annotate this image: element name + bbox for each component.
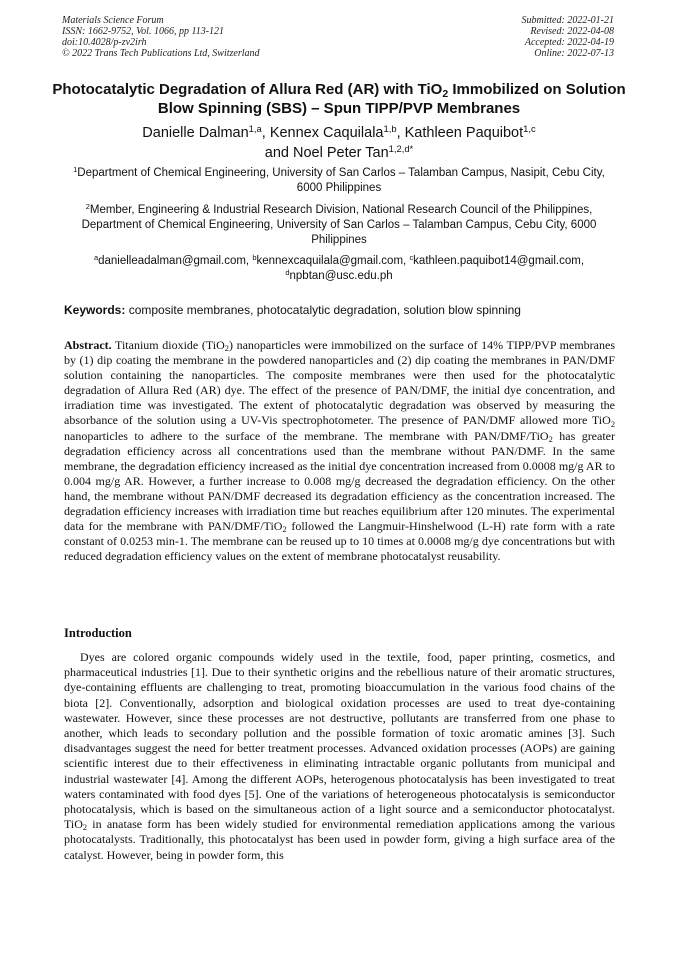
online-date: Online: 2022-07-13 — [534, 48, 614, 59]
author-affil-mark: 1,c — [523, 123, 536, 135]
copyright-line: © 2022 Trans Tech Publications Ltd, Switzerland — [62, 48, 260, 59]
journal-info — [62, 15, 260, 59]
subscript: 2 — [82, 823, 88, 833]
author-name: Kathleen Paquibot — [404, 125, 524, 141]
email-link[interactable]: kennexcaquilala@gmail.com, — [256, 255, 410, 267]
author-affil-mark: 1,2,d* — [388, 143, 414, 155]
abstract-text: ) nanoparticles were immobilized on the surface of 14% TIPP/PVP membranes by (1) dip coating the membrane in the powdered nanoparticles and (2) dip coating the membranes in PAN/DMF solution containing the nanoparticles. The composite membranes were then used for the photocatalytic degradation of Allura Red (AR) dye. The effect of the presence of PAN/DMF, the initial dye concentration, and irradiation time was investigated. The extent of photocatalytic degradation was observed by measuring the absorbance of the solution using a UV-Vis spectrophotometer. The presence of PAN/DMF allowed more TiO — [64, 338, 615, 428]
email-list — [55, 254, 623, 284]
author-separator: and — [264, 145, 293, 161]
author-name: Danielle Dalman — [142, 125, 249, 141]
affiliation-text: Department of Chemical Engineering, University of San Carlos – Talamban Campus, Nasipit, Cebu City, 6000 Philippines — [77, 167, 605, 194]
title-part-1: Photocatalytic Degradation of Allura Red (AR) with TiO — [52, 81, 443, 98]
subscript: 2 — [610, 419, 615, 429]
title-part-2: Immobilized on Solution Blow Spinning (SBS) – Spun TIPP/PVP Membranes — [157, 81, 626, 117]
author-name: Noel Peter Tan — [292, 145, 389, 161]
issn-line: ISSN: 1662-9752, Vol. 1066, pp 113-121 — [62, 26, 225, 37]
revised-date: Revised: 2022-04-08 — [530, 26, 614, 37]
title-subscript: 2 — [442, 87, 449, 100]
affiliation-1 — [60, 166, 618, 196]
keywords-label: Keywords: — [64, 303, 126, 317]
author-separator: , — [396, 125, 405, 141]
subscript: 2 — [224, 344, 229, 354]
author-affil-mark: 1,b — [383, 123, 397, 135]
paper-title — [40, 80, 638, 118]
abstract-text: Titanium dioxide (TiO — [111, 338, 225, 352]
email-link[interactable]: npbtan@usc.edu.ph — [289, 270, 393, 282]
abstract-text: followed the Langmuir-Hinshelwood (L-H) rate form with a rate constant of 0.0253 min-1. The membrane can be reused up to 10 times at 0.0008 mg/g dye concentrations but with reduced degradation efficiency values on the extent of membrane photocatalyst reusability. — [64, 519, 616, 564]
affiliation-mark: 2 — [85, 202, 90, 212]
affiliation-2 — [60, 203, 618, 248]
doi-line[interactable]: doi:10.4028/p-zv2irh — [62, 37, 147, 48]
affiliation-text: Member, Engineering & Industrial Research Division, National Research Council of the Philippines, Department of Chemical Engineering, University of San Carlos – Talamban Campus, Cebu City, 6000 Philippines — [81, 204, 597, 246]
subscript: 2 — [282, 525, 287, 535]
keywords-text: composite membranes, photocatalytic degradation, solution blow spinning — [125, 303, 521, 317]
abstract — [64, 338, 615, 564]
email-link[interactable]: danielleadalman@gmail.com, — [98, 255, 253, 267]
publication-dates — [522, 15, 615, 59]
author-separator: , — [261, 125, 270, 141]
accepted-date: Accepted: 2022-04-19 — [524, 37, 614, 48]
journal-name: Materials Science Forum — [62, 15, 164, 26]
author-list — [40, 123, 638, 163]
affiliation-mark: 1 — [73, 165, 78, 175]
submitted-date: Submitted: 2022-01-21 — [521, 15, 614, 26]
keywords — [64, 303, 616, 318]
email-mark: d — [285, 268, 290, 278]
introduction-paragraph — [64, 650, 615, 863]
author-name: Kennex Caquilala — [269, 125, 384, 141]
introduction-text: Dyes are colored organic compounds widely used in the textile, food, paper printing, cosmetics, and pharmaceutical industries [1]. Due to their synthetic origins and the rebellious nature of their aromatic structures, dye-containing effluents are challenging to treat, promoting bioaccumulation in the various food chains of the biota [2]. Conventionally, adsorption and biological oxidation processes are used to treat dye-containing wastewater. However, since these processes are not destructive, pollutants are transferred from one phase to another, which leads to secondary pollution and the possible formation of toxic aromatic amines [3]. Such disadvantages suggest the need for better treatment processes. Advanced oxidation processes (AOPs) are gaining scientific interest due to their effectiveness in eliminating intractable organic pollutants from municipal and industrial wastewater [4]. Among the different AOPs, heterogenous photocatalysis has been investigated to treat waters contaminated with food dyes [5]. One of the variations of heterogeneous photocatalysis is semiconductor photocatalysis, which is based on the simultaneous action of a light source and a semiconductor photocatalyst. TiO — [64, 650, 615, 832]
subscript: 2 — [548, 434, 553, 444]
section-heading-introduction: Introduction — [64, 626, 132, 640]
abstract-text: has greater degradation efficiency across all concentrations used than the membrane without PAN/DMF. In the same membrane, the degradation efficiency increased as the initial dye concentration increased from 0.0008 mg/g AR to 0.004 mg/g AR. However, a further increase to 0.008 mg/g decreased the degradation efficiency. On the other hand, the membrane without PAN/DMF decreased its degradation efficiency as the concentration increased. The degradation efficiency increases with irradiation time but reaches equilibrium after 120 minutes. The experimental data for the membrane with PAN/DMF/TiO — [64, 428, 615, 534]
introduction-text: in anatase form has been widely studied for environmental remediation applications among the various photocatalysts. Traditionally, this photocatalyst has been used in powder form, giving a high surface area of the catalyst. However, being in powder form, this — [64, 817, 615, 862]
email-mark: c — [409, 253, 414, 263]
abstract-text: nanoparticles to adhere to the surface of the membrane. The membrane with PAN/DMF/TiO — [64, 428, 549, 443]
abstract-label: Abstract. — [64, 338, 112, 352]
author-affil-mark: 1,a — [248, 123, 262, 135]
email-mark: a — [93, 253, 99, 263]
email-mark: b — [252, 253, 257, 263]
email-link[interactable]: kathleen.paquibot14@gmail.com, — [413, 255, 585, 267]
